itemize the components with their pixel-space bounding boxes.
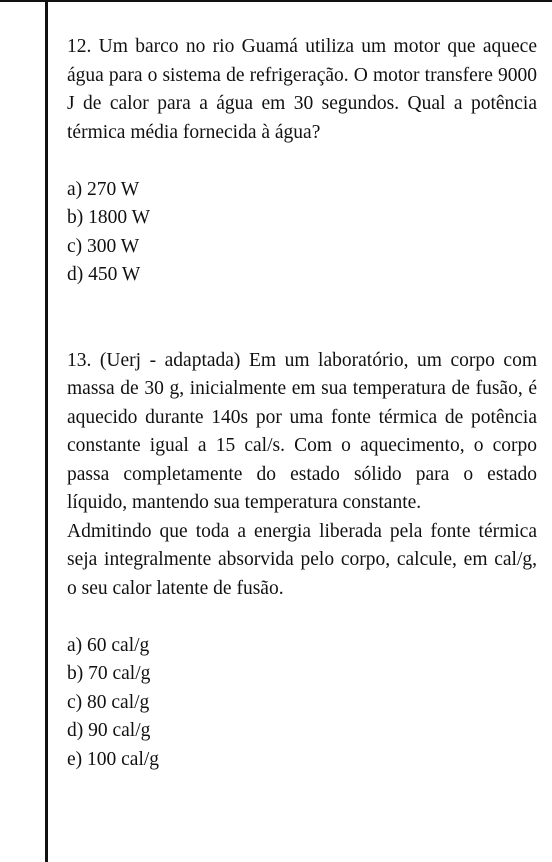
option-c: c) 300 W bbox=[67, 235, 140, 257]
question-12 bbox=[67, 33, 537, 290]
spacer bbox=[67, 290, 537, 319]
option-a: a) 270 W bbox=[67, 178, 140, 200]
spacer bbox=[67, 603, 537, 632]
option-a: a) 60 cal/g bbox=[67, 634, 150, 656]
question-12-options bbox=[67, 176, 537, 290]
option-c: c) 80 cal/g bbox=[67, 691, 150, 713]
document-body bbox=[67, 33, 537, 774]
spacer bbox=[67, 147, 537, 176]
question-13-options bbox=[67, 632, 537, 775]
option-d: d) 450 W bbox=[67, 264, 141, 285]
option-e: e) 100 cal/g bbox=[67, 748, 160, 770]
top-border-line bbox=[0, 0, 552, 2]
question-13-stem-continuation: Admitindo que toda a energia liberada pela fonte térmica seja integralmente absorvida pelo corpo, calcule, em cal/g, o seu calor latente de fusão. bbox=[67, 520, 537, 599]
option-b: b) 1800 W bbox=[67, 207, 151, 228]
question-13 bbox=[67, 347, 537, 775]
left-border-line bbox=[45, 0, 48, 862]
question-12-stem: 12. Um barco no rio Guamá utiliza um motor que aquece água para o sistema de refrigeração. O motor transfere 9000 J de calor para a água em 30 segundos. Qual a potência térmica média fornecida à água? bbox=[67, 36, 537, 143]
option-d: d) 90 cal/g bbox=[67, 720, 151, 741]
spacer bbox=[67, 318, 537, 347]
option-b: b) 70 cal/g bbox=[67, 663, 151, 684]
question-13-stem: 13. (Uerj - adaptada) Em um laboratório, um corpo com massa de 30 g, inicialmente em sua temperatura de fusão, é aquecido durante 140s por uma fonte térmica de potência constante igual a 15 cal/s. Com o aquecimento, o corpo passa completamente do estado sólido para o estado líquido, mantendo sua temperatura constante. bbox=[67, 349, 537, 513]
